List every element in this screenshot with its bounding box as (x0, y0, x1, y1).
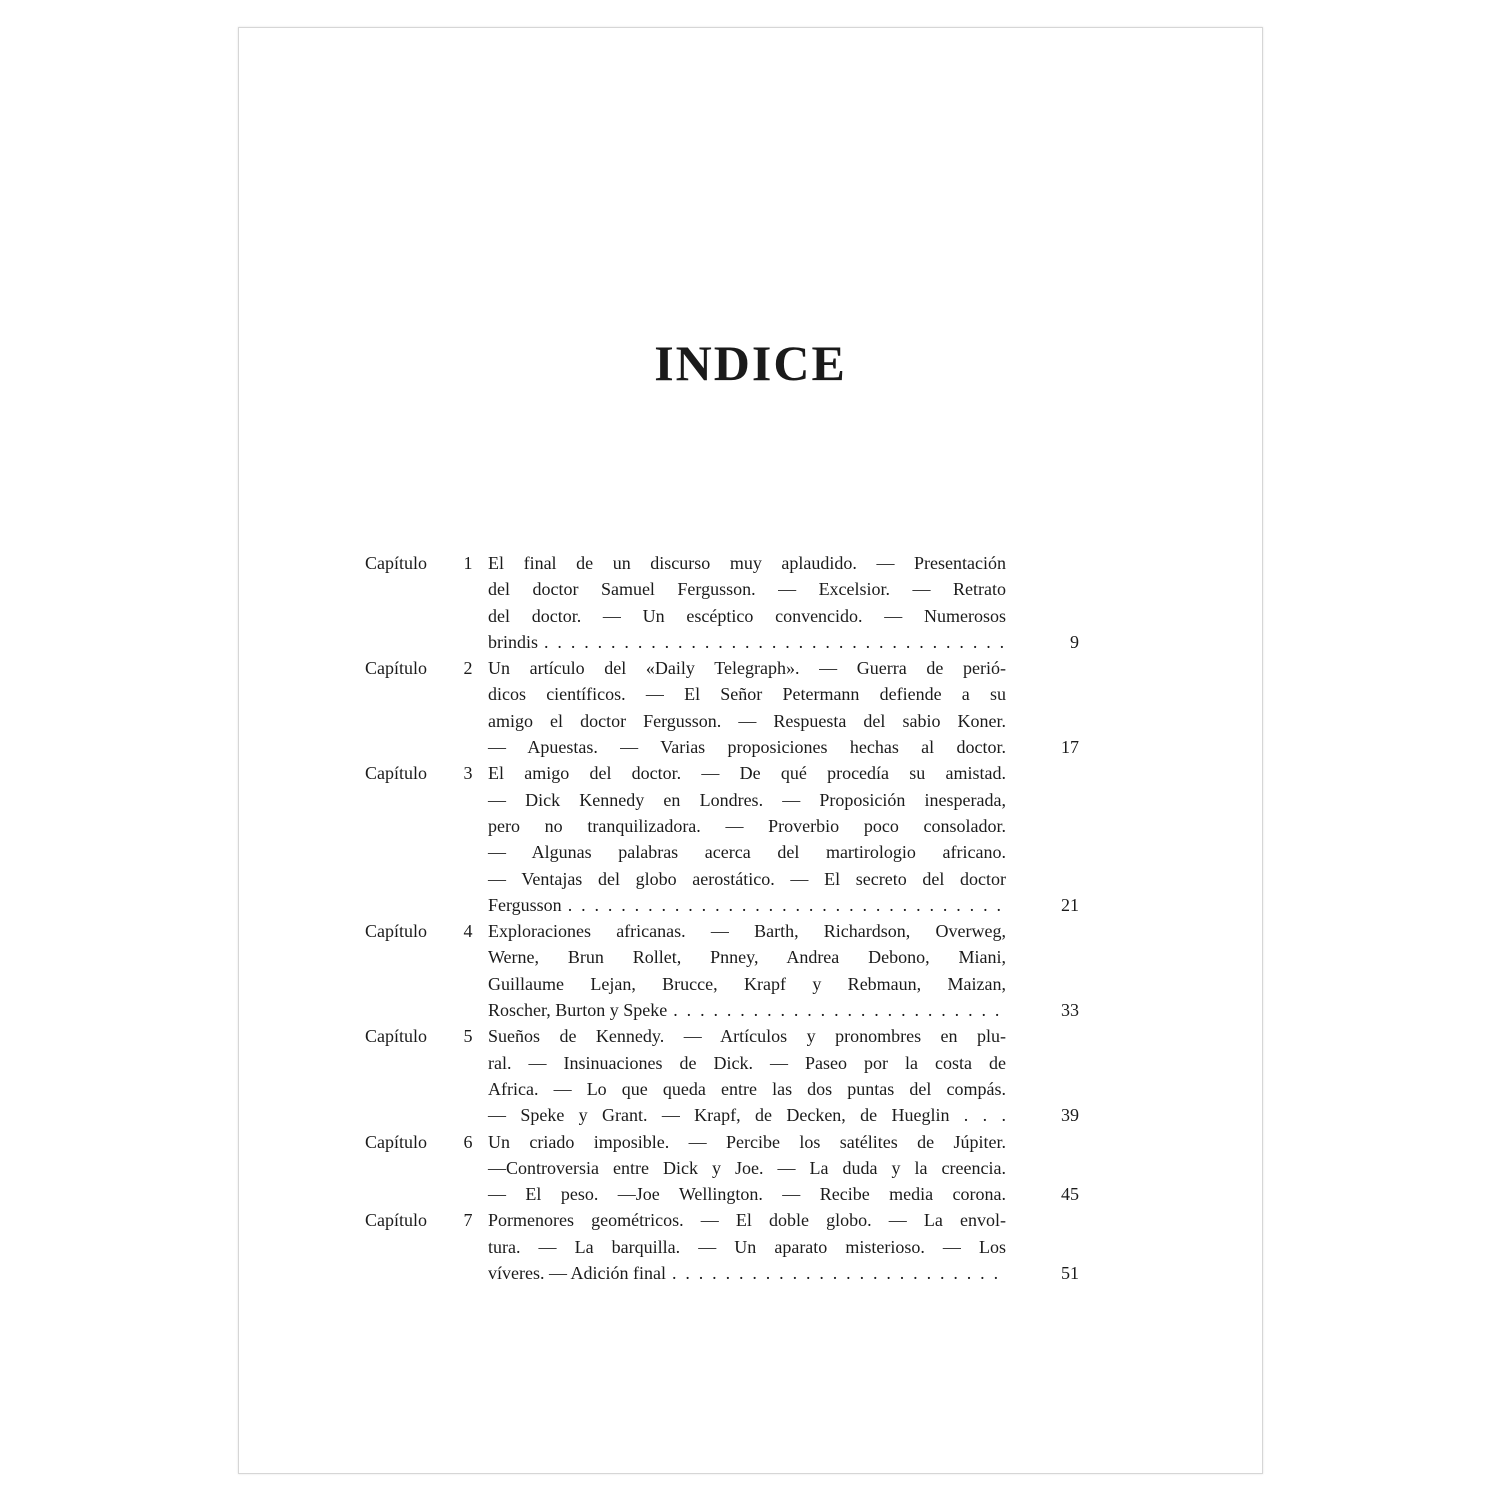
page-number: 21 (1061, 894, 1079, 915)
page-number: 9 (1070, 631, 1079, 652)
page-number: 51 (1061, 1263, 1079, 1284)
summary-line: — El peso. —Joe Wellington. — Recibe media corona. (488, 1184, 1006, 1205)
chapter-number: 6 (463, 1131, 473, 1152)
summary-line: del doctor Samuel Fergusson. — Excelsior. — Retrato (488, 579, 1006, 600)
summary-line: pero no tranquilizadora. — Proverbio poco consolador. (488, 815, 1006, 836)
summary-line: — Apuestas. — Varias proposiciones hechas al doctor. (488, 737, 1006, 758)
chapter-label: Capítulo (365, 658, 427, 679)
chapter-summary (488, 1129, 1006, 1208)
page-number: 39 (1061, 1105, 1079, 1126)
chapter-number: 2 (463, 658, 473, 679)
page-number: 17 (1061, 737, 1079, 758)
chapter-label: Capítulo (365, 1210, 427, 1231)
summary-line: Un criado imposible. — Percibe los satélites de Júpiter. (488, 1131, 1006, 1152)
summary-last-line (488, 629, 1006, 655)
dot-leader (673, 997, 1006, 1023)
summary-line: — Algunas palabras acerca del martirologio africano. (488, 842, 1006, 863)
summary-line: víveres. — Adición final (488, 1263, 666, 1284)
summary-last-line (488, 1260, 1006, 1286)
chapter-summary (488, 655, 1006, 760)
toc-entry (365, 1207, 1079, 1286)
chapter-label: Capítulo (365, 553, 427, 573)
summary-last-line (488, 997, 1006, 1023)
summary-line: dicos científicos. — El Señor Petermann defiende a su (488, 684, 1006, 705)
toc-entry (365, 1023, 1079, 1128)
chapter-number: 1 (463, 553, 473, 573)
summary-line: Sueños de Kennedy. — Artículos y pronombres en plu- (488, 1026, 1006, 1047)
toc-entry (365, 550, 1079, 655)
summary-line: — Dick Kennedy en Londres. — Proposición inesperada, (488, 789, 1006, 810)
summary-line: amigo el doctor Fergusson. — Respuesta del sabio Koner. (488, 710, 1006, 731)
summary-line: —Controversia entre Dick y Joe. — La duda y la creencia. (488, 1157, 1006, 1178)
chapter-number: 3 (463, 763, 473, 784)
chapter-number: 4 (463, 921, 473, 942)
summary-line: ral. — Insinuaciones de Dick. — Paseo por la costa de (488, 1052, 1006, 1073)
chapter-summary (488, 1207, 1006, 1286)
chapter-summary (488, 918, 1006, 1023)
dot-leader (544, 629, 1006, 655)
chapter-number: 7 (463, 1210, 473, 1231)
summary-line: Fergusson (488, 894, 562, 915)
summary-line: Pormenores geométricos. — El doble globo. — La envol- (488, 1210, 1006, 1231)
summary-last-line (488, 892, 1006, 918)
summary-line: tura. — La barquilla. — Un aparato misterioso. — Los (488, 1236, 1006, 1257)
summary-line: — Ventajas del globo aerostático. — El secreto del doctor (488, 868, 1006, 889)
chapter-label: Capítulo (365, 763, 427, 784)
page-number: 33 (1061, 1000, 1079, 1021)
toc-entry (365, 1129, 1079, 1208)
chapter-label: Capítulo (365, 1131, 427, 1152)
chapter-label: Capítulo (365, 1026, 427, 1047)
summary-line: del doctor. — Un escéptico convencido. — Numerosos (488, 605, 1006, 626)
summary-line: Roscher, Burton y Speke (488, 1000, 668, 1021)
chapter-summary (488, 760, 1006, 918)
summary-line: Guillaume Lejan, Brucce, Krapf y Rebmaun, Maizan, (488, 973, 1006, 994)
chapter-summary (488, 1023, 1006, 1128)
summary-line: Werne, Brun Rollet, Pnney, Andrea Debono, Miani, (488, 947, 1006, 968)
summary-line: — Speke y Grant. — Krapf, de Decken, de Hueglin . . . (488, 1105, 1006, 1126)
summary-line: Africa. — Lo que queda entre las dos puntas del compás. (488, 1078, 1006, 1099)
chapter-label: Capítulo (365, 921, 427, 942)
summary-line: Exploraciones africanas. — Barth, Richardson, Overweg, (488, 921, 1006, 942)
page-title: INDICE (654, 335, 847, 391)
book-page (238, 27, 1263, 1474)
summary-line: El final de un discurso muy aplaudido. — Presentación (488, 553, 1006, 573)
toc-entry (365, 918, 1079, 1023)
chapter-summary (488, 550, 1006, 655)
chapter-number: 5 (463, 1026, 473, 1047)
summary-line: Un artículo del «Daily Telegraph». — Guerra de perió- (488, 658, 1006, 679)
dot-leader (672, 1260, 1006, 1286)
toc-entry (365, 760, 1079, 918)
summary-line: El amigo del doctor. — De qué procedía su amistad. (488, 763, 1006, 784)
toc-entry (365, 655, 1079, 760)
summary-line: brindis (488, 631, 539, 652)
dot-leader (568, 892, 1006, 918)
page-number: 45 (1061, 1184, 1079, 1205)
table-of-contents (365, 550, 1079, 1286)
